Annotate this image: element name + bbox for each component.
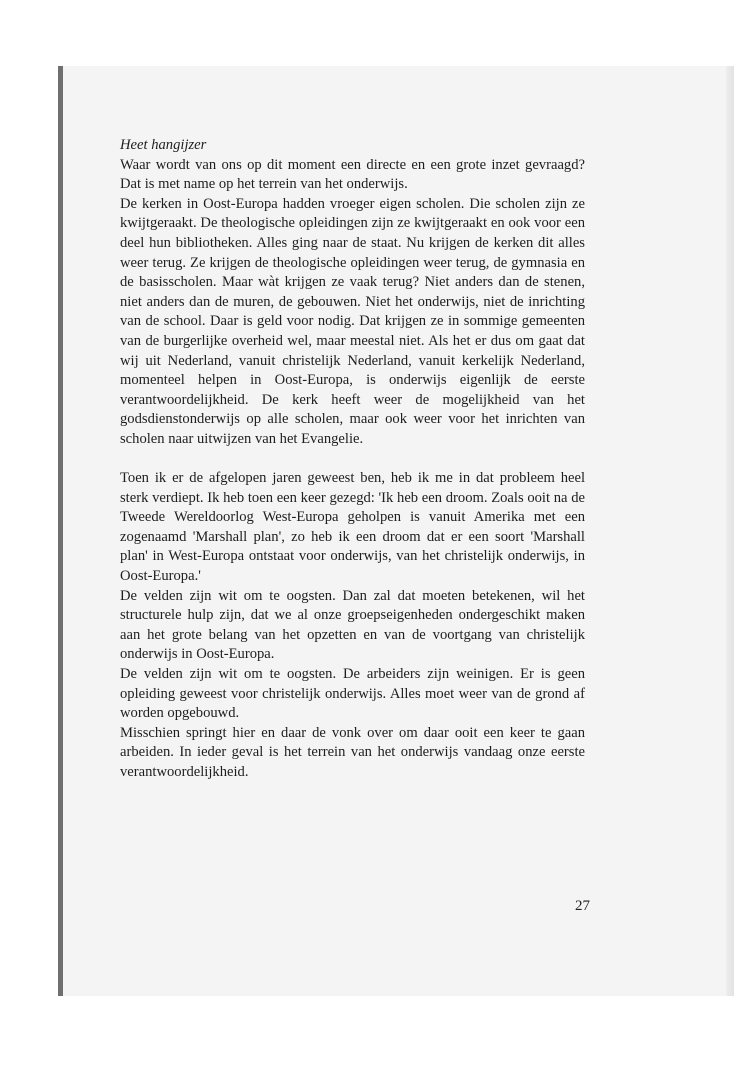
- paragraph-gap: [120, 450, 585, 470]
- paragraph-fields-harvest-1: De velden zijn wit om te oogsten. Dan zal dat moeten betekenen, wil het structurele hulp zijn, dat we al onze groepseigenheden ondergeschikt maken aan het grote belang van het opzetten en van de voortgang van christelijk onderwijs in Oost-Europa.: [120, 587, 585, 663]
- paragraph-fields-harvest-2: De velden zijn wit om te oogsten. De arbeiders zijn weinigen. Er is geen opleiding geweest voor christelijk onderwijs. Alles moet weer van de grond af worden opgebouwd.: [120, 666, 585, 722]
- book-page: [58, 66, 734, 996]
- body-text: [120, 136, 585, 783]
- page-edge-shadow: [726, 66, 734, 996]
- page-number: 27: [575, 898, 590, 914]
- section-heading: Heet hangijzer: [120, 137, 207, 153]
- paragraph-spark: Misschien springt hier en daar de vonk over om daar ooit een keer te gaan arbeiden. In ieder geval is het terrein van het onderwijs vandaag onze eerste verantwoordelijkheid.: [120, 724, 585, 780]
- paragraph-question: Waar wordt van ons op dit moment een directe en een grote inzet gevraagd? Dat is met name op het terrein van het onderwijs.: [120, 156, 585, 193]
- paragraph-churches: De kerken in Oost-Europa hadden vroeger eigen scholen. Die scholen zijn ze kwijtgeraakt. De theologische opleidingen zijn ze kwijtgeraakt en ook voor een deel hun bibliotheken. Alles ging naar de staat. Nu krijgen de kerken dit alles weer terug. Ze krijgen de theologische opleidingen weer terug, de gymnasia en de basisscholen. Maar wàt krijgen ze vaak terug? Niet anders dan de stenen, niet anders dan de muren, de gebouwen. Niet het onderwijs, niet de inrichting van de school. Daar is geld voor nodig. Dat krijgen ze in sommige gemeenten van de burgerlijke overheid wel, maar meestal niet. Als het er dus om gaat dat wij uit Nederland, vanuit christelijk Nederland, vanuit kerkelijk Nederland, momenteel helpen in Oost-Europa, is onderwijs eigenlijk de eerste verantwoordelijkheid. De kerk heeft weer de mogelijkheid van het godsdienstonderwijs op alle scholen, maar ook weer voor het inrichten van scholen naar uitwijzen van het Evangelie.: [120, 195, 585, 447]
- paragraph-dream: Toen ik er de afgelopen jaren geweest ben, heb ik me in dat probleem heel sterk verdiept. Ik heb toen een keer gezegd: 'Ik heb een droom. Zoals ooit na de Tweede Wereldoorlog West-Europa geholpen is vanuit Amerika met een zogenaamd 'Marshall plan', zo heb ik een droom dat er een soort 'Marshall plan' in West-Europa ontstaat voor onderwijs, van het christelijk onderwijs, in Oost-Europa.': [120, 470, 585, 585]
